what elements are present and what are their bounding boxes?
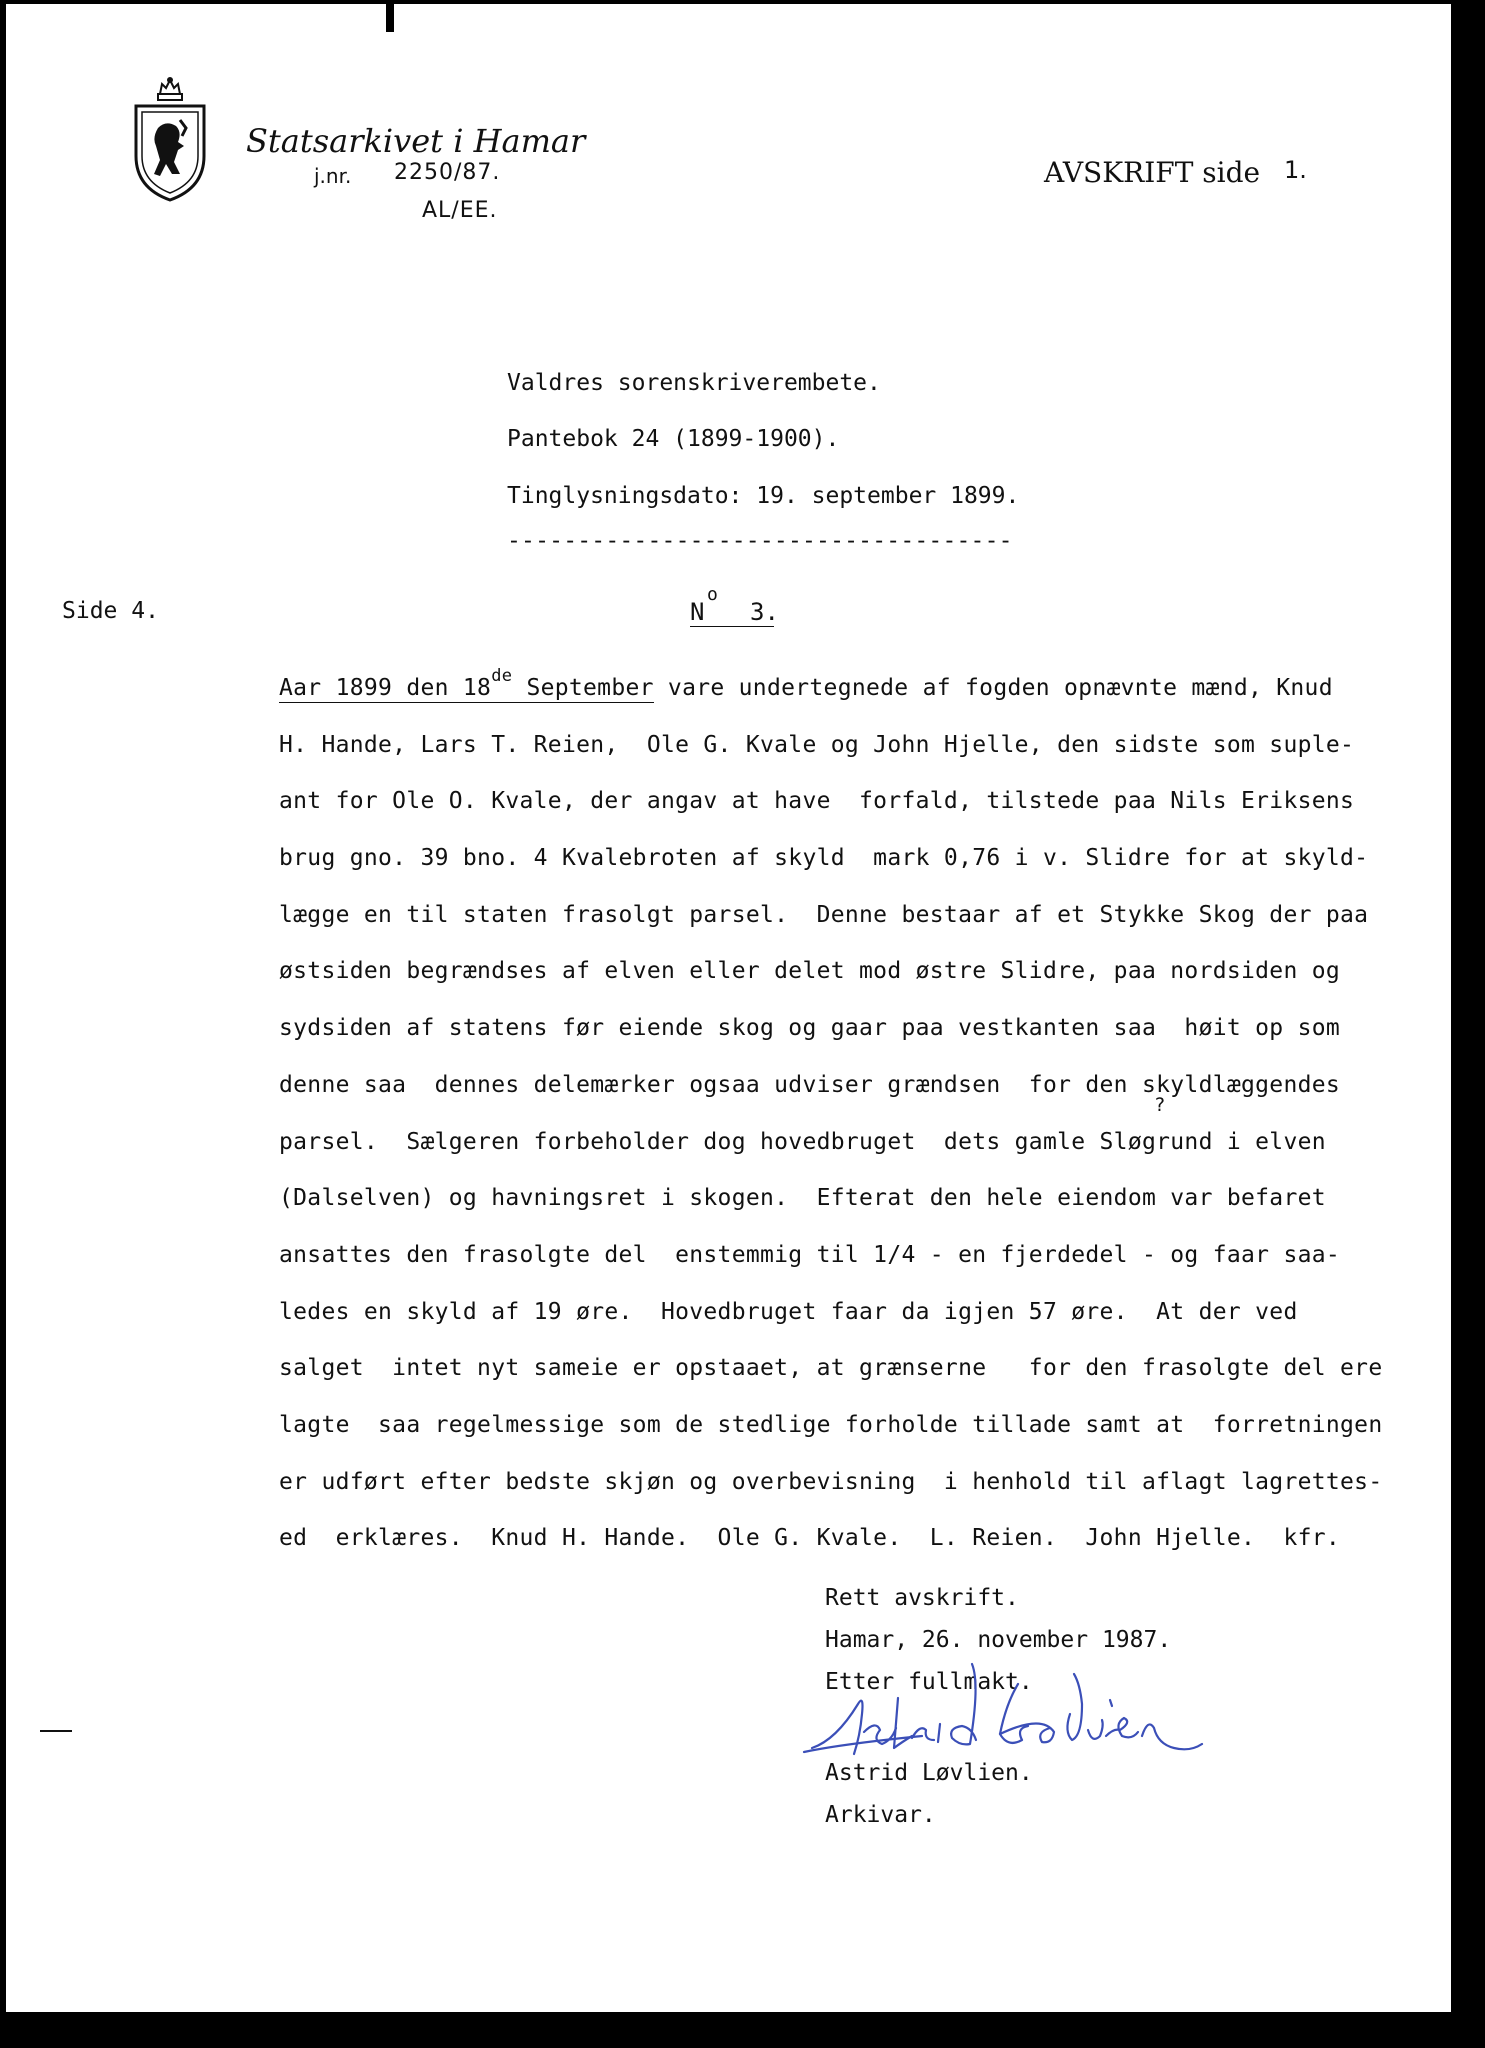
handwritten-signature	[802, 1644, 1282, 1814]
archive-name: Statsarkivet i Hamar	[246, 122, 586, 160]
body-line: sydsiden af statens før eiende skog og gaar paa vestkanten saa høit op som	[279, 1015, 1341, 1042]
avskrift-label: AVSKRIFT side	[1044, 156, 1261, 189]
body-line	[279, 660, 1419, 717]
body-line: salget intet nyt sameie er opstaaet, at grænserne for den frasolgte del ere	[279, 1355, 1383, 1382]
body-line: denne saa dennes delemærker ogsaa udviser grændsen for den skyldlæggendes	[279, 1071, 1341, 1098]
entry-number-value: 3.	[750, 598, 779, 626]
body-line: ledes en skyld af 19 øre. Hovedbruget faar da igjen 57 øre. At der ved	[279, 1298, 1298, 1325]
initials: AL/EE.	[422, 198, 498, 223]
transcription-body	[279, 660, 1419, 1567]
avskrift-page-number: 1.	[1284, 156, 1307, 184]
side-label: Side 4.	[62, 598, 159, 624]
closing-line: Rett avskrift.	[825, 1585, 1019, 1611]
header-line: Tinglysningsdato: 19. september 1899.	[507, 483, 1020, 509]
body-line: ant for Ole O. Kvale, der angav at have forfald, tilstede paa Nils Eriksens	[279, 788, 1355, 815]
date-superscript: de	[491, 666, 513, 686]
date-month: September	[512, 675, 654, 701]
body-line: lagte saa regelmessige som de stedlige forholde tillade samt at forretningen	[279, 1411, 1383, 1438]
body-line: ansattes den frasolgte del enstemmig til 1/4 - en fjerdedel - og faar saa-	[279, 1241, 1341, 1268]
entry-number-o: o	[707, 584, 718, 605]
date-underlined	[279, 666, 654, 703]
body-line: lægge en til staten frasolgt parsel. Denne bestaar af et Stykke Skog der paa	[279, 901, 1369, 928]
body-line: parsel. Sælgeren forbeholder dog hovedbruget dets gamle Sløgrund i elven	[279, 1128, 1326, 1155]
document-page	[6, 4, 1451, 2012]
closing-line: Hamar, 26. november 1987.	[825, 1627, 1172, 1653]
closing-line: Etter fullmakt.	[825, 1669, 1033, 1695]
margin-dash	[40, 1730, 72, 1732]
entry-number	[690, 584, 779, 627]
header-line: Pantebok 24 (1899-1900).	[507, 426, 840, 452]
body-line: ed erklæres. Knud H. Hande. Ole G. Kvale. L. Reien. John Hjelle. kfr.	[279, 1525, 1341, 1552]
punch-mark	[386, 4, 394, 32]
journal-number: 2250/87.	[394, 160, 501, 185]
journal-number-label: j.nr.	[314, 164, 352, 188]
header-line: Valdres sorenskriverembete.	[507, 370, 881, 396]
separator-line: ------------------------------------	[507, 528, 1013, 554]
body-line: er udført efter bedste skjøn og overbevisning i henhold til aflagt lagrettes-	[279, 1468, 1383, 1495]
body-line: brug gno. 39 bno. 4 Kvalebroten af skyld mark 0,76 i v. Slidre for at skyld-	[279, 845, 1369, 872]
body-line: østsiden begrændses af elven eller delet mod østre Slidre, paa nordsiden og	[279, 958, 1341, 985]
date-text: Aar 1899 den 18	[279, 675, 492, 701]
query-mark: ?	[1154, 1094, 1166, 1116]
signer-name: Astrid Løvlien.	[825, 1760, 1033, 1786]
coat-of-arms-icon	[130, 76, 210, 204]
body-line: H. Hande, Lars T. Reien, Ole G. Kvale og John Hjelle, den sidste som suple-	[279, 731, 1355, 758]
body-line-rest: vare undertegnede af fogden opnævnte mænd, Knud	[653, 675, 1333, 701]
entry-number-n: N	[690, 598, 705, 626]
body-line: (Dalselven) og havningsret i skogen. Efterat den hele eiendom var befaret	[279, 1185, 1326, 1212]
signer-title: Arkivar.	[825, 1802, 936, 1828]
